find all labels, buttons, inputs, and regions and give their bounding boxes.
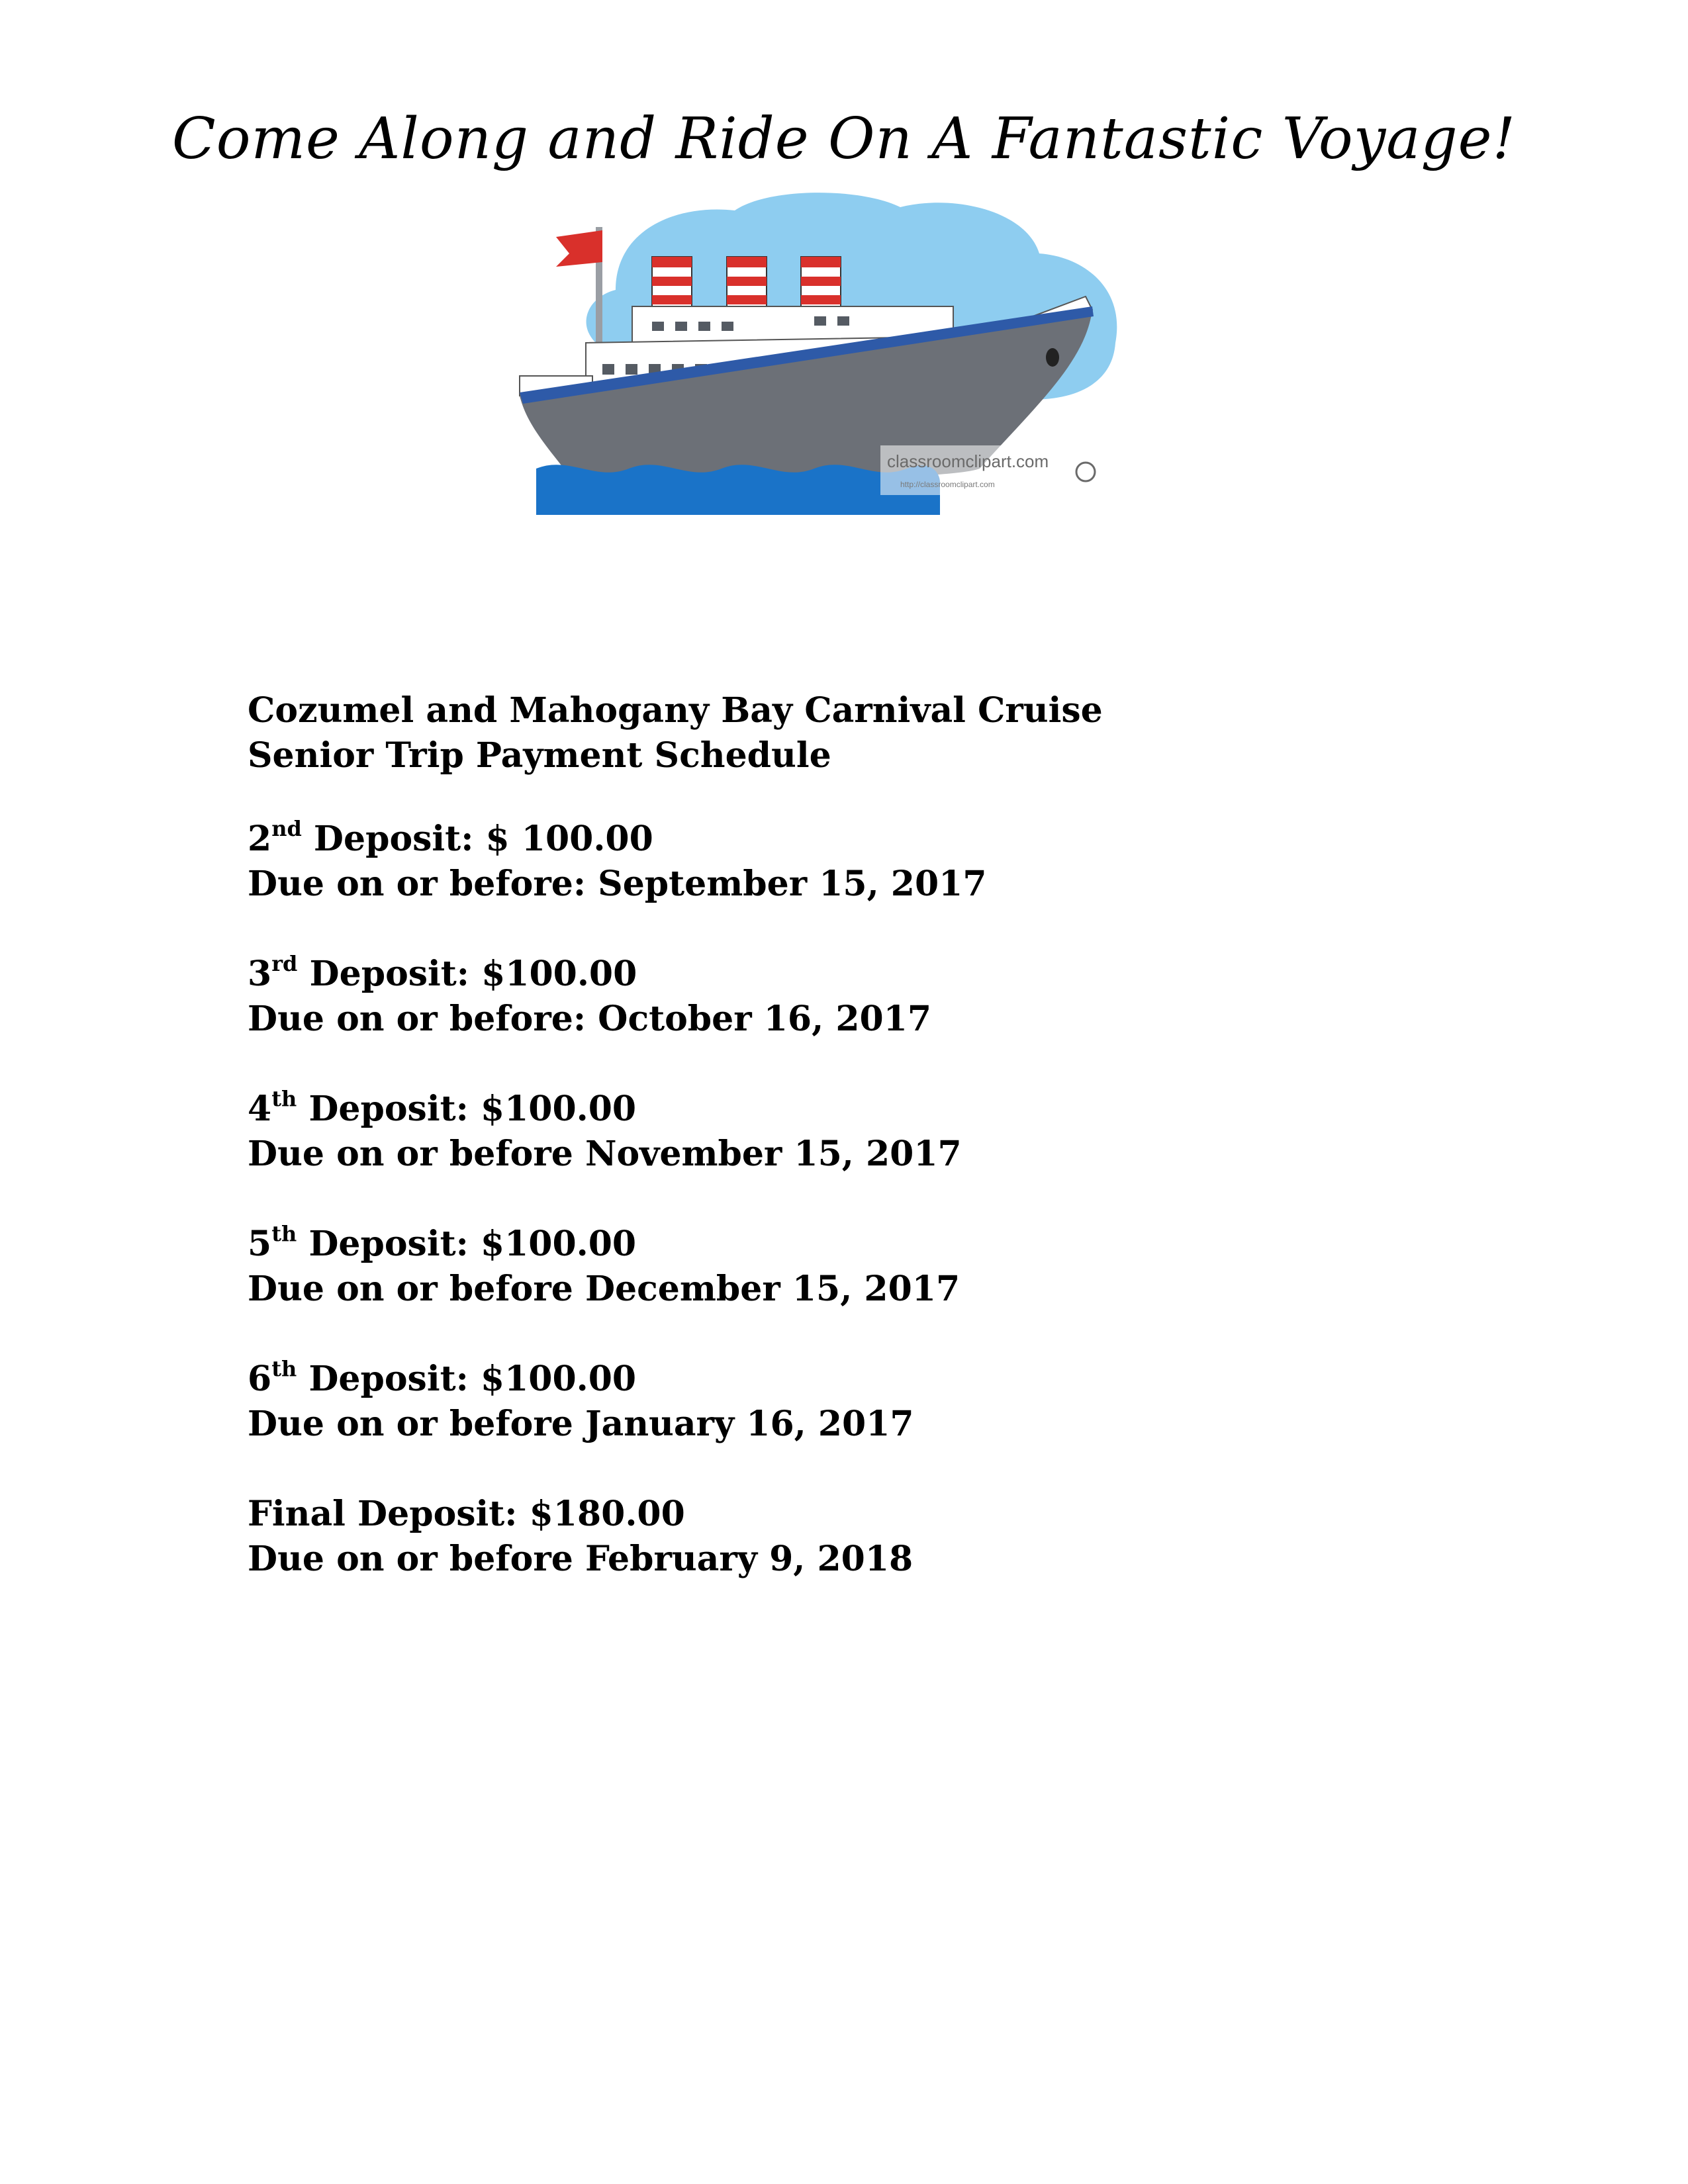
schedule-title: Senior Trip Payment Schedule: [248, 735, 831, 776]
deposit-ordinal-suffix: th: [271, 1085, 297, 1111]
deposit-amount: Deposit: $100.00: [297, 954, 637, 994]
final-deposit-label: Final Deposit: $180.00: [248, 1494, 685, 1534]
deposit-due-date: Due on or before January 16, 2017: [248, 1404, 914, 1444]
deposit-ordinal-suffix: th: [271, 1220, 297, 1246]
deposit-label: [248, 1087, 1439, 1132]
deposit-2: [248, 817, 1439, 907]
watermark-text: classroomclipart.com: [887, 451, 1049, 471]
anchor-hole: [1046, 348, 1059, 367]
deposit-label: [248, 1357, 1439, 1402]
deposit-due-date: Due on or before: October 16, 2017: [248, 999, 932, 1039]
deposit-ordinal-suffix: nd: [271, 815, 302, 841]
deposit-6: [248, 1357, 1439, 1447]
deposit-due-date: Due on or before December 15, 2017: [248, 1269, 961, 1309]
watermark-url: http://classroomclipart.com: [900, 480, 995, 489]
cruise-ship-illustration: [516, 191, 1165, 522]
cruise-title: Cozumel and Mahogany Bay Carnival Cruise: [248, 690, 1103, 731]
deposit-5: [248, 1222, 1439, 1312]
flag: [556, 230, 602, 267]
deposit-label: [248, 817, 1439, 862]
deposit-number: 5: [248, 1224, 272, 1264]
deposit-due-date: Due on or before November 15, 2017: [248, 1134, 962, 1174]
deposit-number: 3: [248, 954, 272, 994]
deposit-amount: Deposit: $100.00: [297, 1224, 637, 1264]
final-deposit-due-date: Due on or before February 9, 2018: [248, 1539, 914, 1579]
deposit-number: 4: [248, 1089, 272, 1129]
deposit-amount: Deposit: $100.00: [297, 1089, 637, 1129]
deposit-due-date: Due on or before: September 15, 2017: [248, 864, 987, 904]
payment-schedule: [248, 688, 1439, 1582]
deposit-ordinal-suffix: th: [271, 1355, 297, 1381]
deposit-amount: Deposit: $100.00: [297, 1359, 637, 1399]
deposit-label: [248, 1222, 1439, 1267]
deposit-final: [248, 1492, 1439, 1582]
deposit-amount: Deposit: $ 100.00: [301, 819, 653, 859]
deposit-4: [248, 1087, 1439, 1177]
deposit-label: [248, 952, 1439, 997]
deposit-number: 6: [248, 1359, 272, 1399]
water: [536, 465, 940, 515]
deposit-ordinal-suffix: rd: [271, 950, 298, 976]
deposit-number: 2: [248, 819, 272, 859]
deposit-3: [248, 952, 1439, 1042]
funnels: [652, 257, 841, 308]
page-headline: Come Along and Ride On A Fantastic Voyage!: [171, 106, 1517, 172]
